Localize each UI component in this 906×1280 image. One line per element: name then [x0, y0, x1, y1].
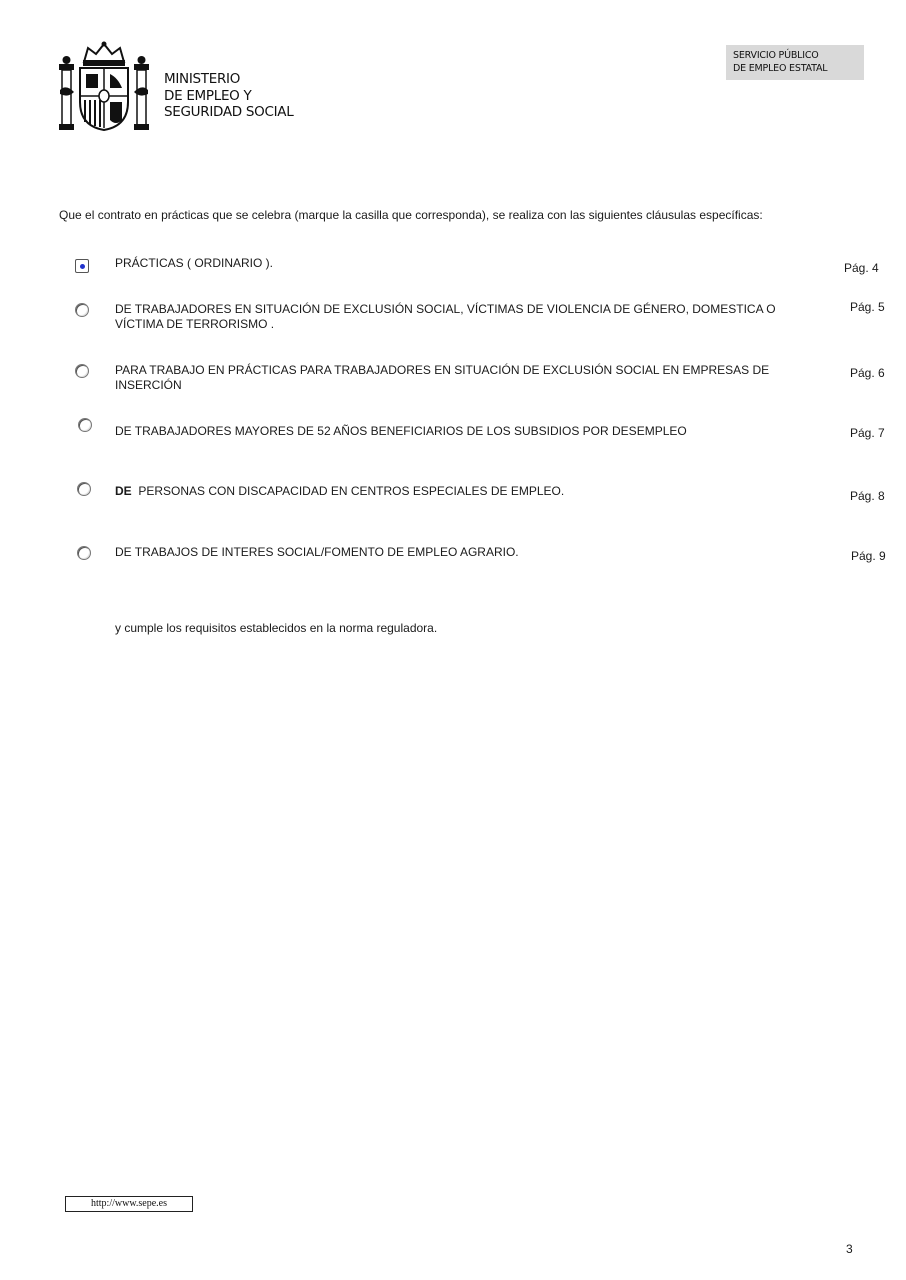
option-label: DE TRABAJOS DE INTERES SOCIAL/FOMENTO DE EMPLEO AGRARIO. [115, 545, 519, 559]
option-label-prefix: DE [115, 484, 132, 498]
ministry-line: DE EMPLEO Y [164, 87, 252, 104]
option-label [115, 484, 787, 499]
radio-selected-dot [80, 264, 85, 269]
page-reference: Pág. 7 [850, 426, 885, 440]
radio-mayores-52[interactable] [78, 418, 92, 432]
page-reference: Pág. 9 [851, 549, 886, 563]
radio-exclusion-social[interactable] [75, 303, 89, 317]
intro-text: Que el contrato en prácticas que se celebra (marque la casilla que corresponda), se realiza con las siguientes cláusulas específicas: [59, 208, 763, 222]
page-reference: Pág. 4 [844, 261, 879, 275]
page-number: 3 [846, 1242, 853, 1256]
option-label: DE TRABAJADORES MAYORES DE 52 AÑOS BENEFICIARIOS DE LOS SUBSIDIOS POR DESEMPLEO [115, 424, 687, 438]
radio-discapacidad[interactable] [77, 482, 91, 496]
option-label-text: PERSONAS CON DISCAPACIDAD EN CENTROS ESPECIALES DE EMPLEO. [131, 484, 565, 498]
service-line: DE EMPLEO ESTATAL [733, 63, 828, 74]
option-label: DE TRABAJADORES EN SITUACIÓN DE EXCLUSIÓN SOCIAL, VÍCTIMAS DE VIOLENCIA DE GÉNERO, DOMESTICA O VÍCTIMA DE TERRORISMO . [115, 302, 776, 331]
page-reference: Pág. 8 [850, 489, 885, 503]
service-badge [726, 45, 864, 80]
ministry-line: SEGURIDAD SOCIAL [164, 104, 294, 120]
page-reference: Pág. 5 [850, 300, 885, 314]
radio-interes-social[interactable] [77, 546, 91, 560]
ministry-line: MINISTERIO [164, 71, 241, 87]
ministry-name [164, 71, 293, 121]
radio-practicas-ordinario[interactable] [75, 259, 89, 273]
option-label: PRÁCTICAS ( ORDINARIO ). [115, 256, 274, 270]
coat-of-arms-logo [58, 40, 152, 132]
website-link[interactable]: http://www.sepe.es [65, 1196, 193, 1212]
closing-note: y cumple los requisitos establecidos en la norma reguladora. [115, 621, 438, 635]
radio-empresas-insercion[interactable] [75, 364, 89, 378]
option-label: PARA TRABAJO EN PRÁCTICAS PARA TRABAJADORES EN SITUACIÓN DE EXCLUSIÓN SOCIAL EN EMPRESAS DE INSERCIÓN [115, 363, 770, 392]
service-line: SERVICIO PÚBLICO [733, 50, 819, 61]
page-reference: Pág. 6 [850, 366, 885, 380]
